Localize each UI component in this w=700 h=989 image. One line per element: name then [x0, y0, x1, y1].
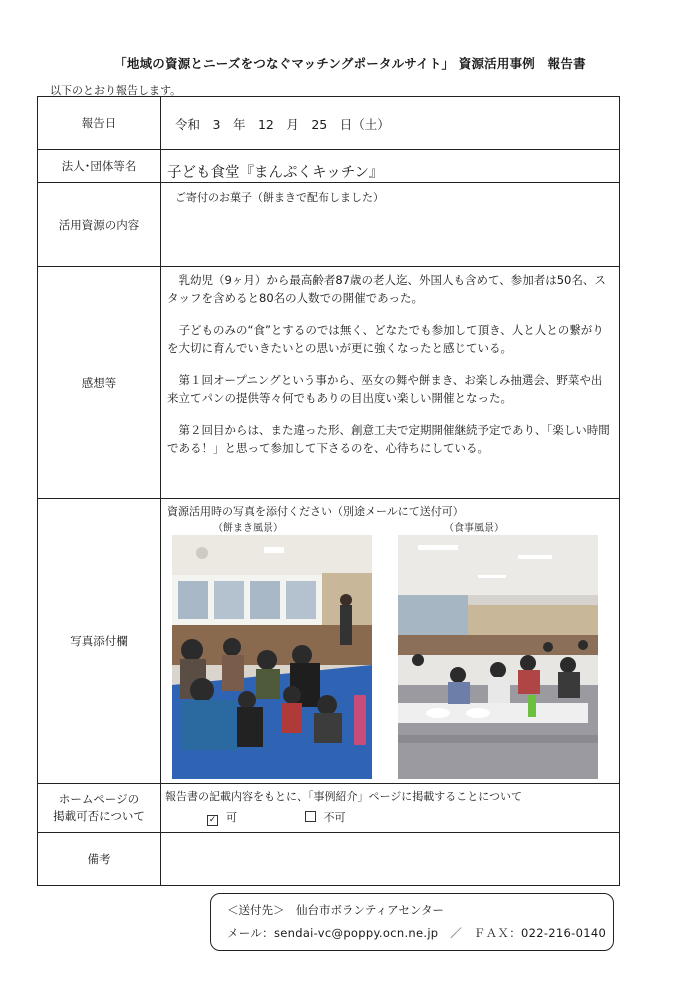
photo-meal-image [398, 535, 598, 779]
publication-text: 報告書の記載内容をもとに、「事例紹介」ページに掲載することについて [165, 790, 523, 803]
option-no[interactable] [305, 811, 346, 824]
publication-label [38, 784, 161, 833]
report-date-value: 令和 3 年 12 月 25 日（土） [175, 117, 390, 132]
checkbox-no[interactable] [305, 811, 316, 822]
report-form [37, 96, 620, 886]
photo-meal [398, 535, 598, 779]
intro-text: 以下のとおり報告します。 [50, 84, 182, 97]
row-impressions [38, 267, 620, 499]
row-remarks [38, 833, 620, 886]
photo-mochimaki-image [172, 535, 372, 779]
photo1-caption: （餅まき風景） [213, 523, 283, 534]
impression-paragraph: 第１回オープニングという事から、巫女の舞や餅まき、お楽しみ抽選会、野菜や出来立てパンの提供等々何でもありの目出度い楽しい開催となった。 [167, 373, 603, 405]
send-to-box [210, 893, 614, 951]
row-photos [38, 499, 620, 784]
row-report-date [38, 97, 620, 150]
impression-paragraph: 第２回目からは、また違った形、創意工夫で定期開催継続予定であり、「楽しい時間である！」と思って参加して下さるのを、心待ちにしている。 [167, 423, 610, 455]
resource-value: ご寄付のお菓子（餅まきで配布しました） [175, 191, 384, 204]
row-publication [38, 784, 620, 833]
row-organization [38, 150, 620, 183]
option-yes[interactable] [207, 811, 237, 824]
send-to-recipient: ＜送付先＞ 仙台市ボランティアセンター [227, 903, 445, 917]
option-no-label: 不可 [323, 811, 346, 824]
document-title: 「地域の資源とニーズをつなぐマッチングポータルサイト」 資源活用事例 報告書 [114, 56, 586, 71]
publication-label-line2: 掲載可否について [53, 809, 145, 823]
impression-paragraph: 乳幼児（9ヶ月）から最高齢者87歳の老人迄、外国人も含めて、参加者は50名、スタッフを含めると80名の人数での開催であった。 [167, 273, 606, 305]
publication-label-line1: ホームページの [58, 792, 140, 806]
report-date-label: 報告日 [38, 97, 161, 150]
impression-paragraph: 子どものみの“食”とするのでは無く、どなたでも参加して頂き、人と人との繋がりを大切に育んでいきたいとの思いが更に強くなったと感じている。 [167, 323, 604, 355]
impressions-label: 感想等 [38, 267, 161, 499]
checkbox-yes[interactable]: ✓ [208, 815, 217, 825]
organization-value: 子ども食堂『まんぷくキッチン』 [167, 165, 384, 181]
photo-mochimaki [172, 535, 372, 779]
organization-label: 法人･団体等名 [38, 150, 161, 183]
remarks-label: 備考 [38, 833, 161, 886]
resource-label: 活用資源の内容 [38, 183, 161, 267]
photo2-caption: （食事風景） [444, 523, 504, 534]
photos-instruction: 資源活用時の写真を添付ください（別途メールにて送付可） [167, 505, 464, 518]
row-resource [38, 183, 620, 267]
photos-label: 写真添付欄 [38, 499, 161, 784]
option-yes-label: 可 [226, 811, 237, 824]
impressions-text [161, 267, 619, 457]
send-to-contact: メール：sendai-vc@poppy.ocn.ne.jp ／ ＦＡＸ：022-216-0140 [227, 926, 607, 940]
remarks-value [161, 833, 620, 886]
